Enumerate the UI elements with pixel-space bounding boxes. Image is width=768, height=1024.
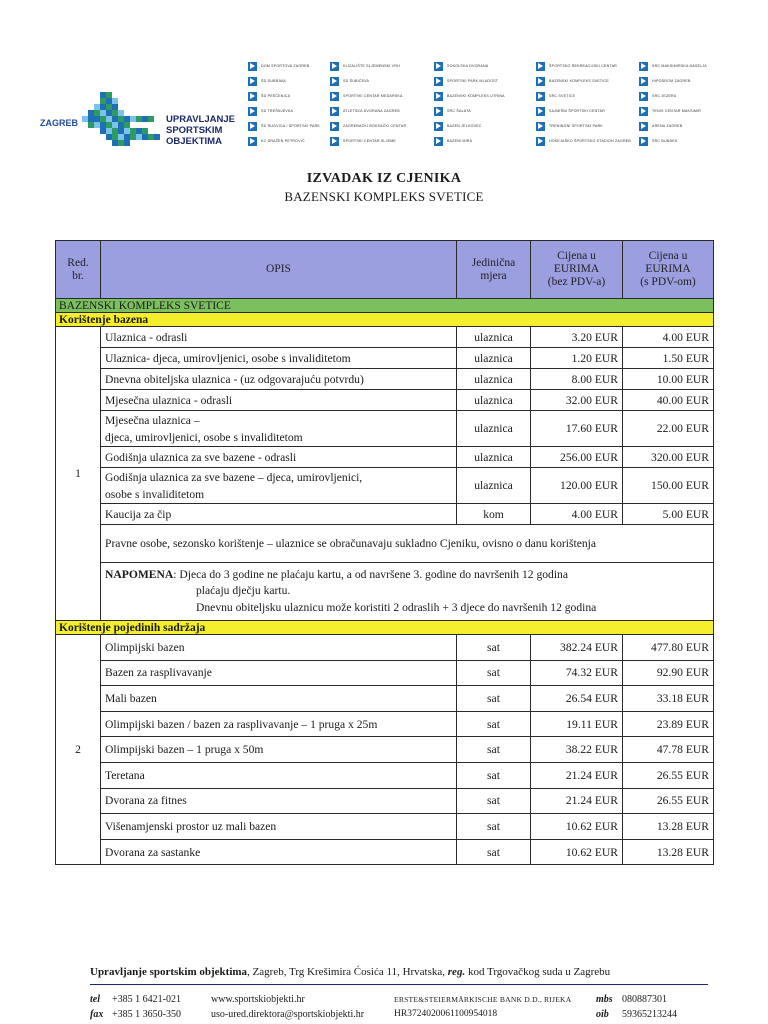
play-arrow-icon	[248, 62, 257, 71]
footer-address-text: , Zagreb, Trg Krešimira Ćosića 11, Hrvatska,	[247, 966, 448, 978]
facility-list	[248, 60, 728, 150]
play-arrow-icon	[330, 92, 339, 101]
row-unit: sat	[457, 660, 531, 686]
row-description	[101, 348, 457, 369]
row-unit: ulaznica	[457, 348, 531, 369]
facility-item[interactable]	[639, 135, 678, 147]
row-unit: sat	[457, 788, 531, 814]
row-unit: sat	[457, 814, 531, 840]
facility-item[interactable]	[330, 90, 403, 102]
note-label: NAPOMENA	[105, 567, 174, 581]
row-description-line: Višenamjenski prostor uz mali bazen	[105, 819, 277, 833]
facility-label: SRC JEZERA	[652, 94, 677, 98]
footer-ids	[596, 992, 677, 1022]
row-price-gross: 477.80 EUR	[623, 635, 714, 661]
play-arrow-icon	[434, 137, 443, 146]
facility-label: SRC ŠALATA	[447, 109, 471, 113]
footer-phones	[90, 992, 181, 1022]
facility-label: SPORTSKI PARK MLADOST	[447, 79, 499, 83]
facility-label: BAZENI MIRA	[447, 139, 473, 143]
facility-label: BAZENSKI KOMPLEKS SVETICE	[549, 79, 609, 83]
footer-divider	[90, 984, 708, 985]
row-price-gross: 13.28 EUR	[623, 839, 714, 865]
row-price-net: 19.11 EUR	[531, 711, 623, 737]
row-price-gross: 40.00 EUR	[623, 390, 714, 411]
facility-item[interactable]	[639, 60, 707, 72]
facility-item[interactable]	[434, 135, 472, 147]
table-row	[56, 711, 714, 737]
bank-iban: HR3724020061100954018	[394, 1009, 498, 1019]
row-unit: sat	[457, 686, 531, 712]
row-description-line: Dvorana za fitnes	[105, 794, 187, 808]
facility-label: SRC MAKSIMIRSKA NASELJA	[652, 64, 707, 68]
row-price-gross: 10.00 EUR	[623, 369, 714, 390]
facility-label: SPORTSKI CENTAR SLJEME	[343, 139, 396, 143]
facility-item[interactable]	[248, 60, 309, 72]
play-arrow-icon	[639, 107, 648, 116]
facility-label: KC DRAŽEN PETROVIĆ	[261, 139, 305, 143]
row-description-line: Godišnja ulaznica za sve bazene – djeca, umirovljenici,	[105, 470, 363, 484]
facility-item[interactable]	[330, 60, 400, 72]
facility-label: TENIS CENTAR MAKSIMIR	[652, 109, 702, 113]
table-row	[56, 686, 714, 712]
table-row	[56, 369, 714, 390]
email-link[interactable]: uso-ured.direktora@sportskiobjekti.hr	[211, 1009, 365, 1020]
play-arrow-icon	[434, 92, 443, 101]
play-arrow-icon	[536, 92, 545, 101]
row-description-line: Ulaznica- djeca, umirovljenici, osobe s invaliditetom	[105, 351, 351, 365]
row-number: 2	[56, 635, 101, 865]
facility-label: ŠD RUGVICA / SPORTSKI PARK	[261, 124, 320, 128]
footer-reg-text: kod Trgovačkog suda u Zagrebu	[465, 966, 611, 978]
facility-item[interactable]	[434, 105, 471, 117]
row-price-gross: 5.00 EUR	[623, 504, 714, 525]
facility-label: SD ŠUBIĆEVA	[343, 79, 370, 83]
facility-item[interactable]	[536, 135, 631, 147]
row-price-gross: 47.78 EUR	[623, 737, 714, 763]
row-price-net: 17.60 EUR	[531, 411, 623, 447]
row-description	[101, 447, 457, 468]
table-row	[56, 762, 714, 788]
facility-label: BAZEN JELKOVEC	[447, 124, 482, 128]
note-line: Dnevnu obiteljsku ulaznicu može koristiti 2 odraslih + 3 djece do navršenih 12 godina	[196, 600, 597, 614]
facility-item[interactable]	[248, 120, 320, 132]
facility-label: SD TREŠNJEVKA	[261, 109, 294, 113]
row-price-net: 382.24 EUR	[531, 635, 623, 661]
row-price-gross: 4.00 EUR	[623, 327, 714, 348]
row-description	[101, 411, 457, 447]
logo-mosaic-icon	[74, 92, 162, 148]
table-row	[56, 411, 714, 447]
facility-item[interactable]	[330, 105, 400, 117]
facility-label: SPORTSKI CENTAR MEDARSKA	[343, 94, 403, 98]
play-arrow-icon	[434, 62, 443, 71]
logo-city: ZAGREB	[40, 118, 78, 128]
row-unit: kom	[457, 504, 531, 525]
play-arrow-icon	[330, 62, 339, 71]
facility-item[interactable]	[536, 60, 617, 72]
row-description-line: Kaucija za čip	[105, 507, 172, 521]
facility-item[interactable]	[330, 120, 406, 132]
facility-item[interactable]	[536, 90, 575, 102]
play-arrow-icon	[248, 122, 257, 131]
facility-label: BAZENSKI KOMPLEKS UTRINA	[447, 94, 505, 98]
play-arrow-icon	[639, 122, 648, 131]
row-price-net: 120.00 EUR	[531, 468, 623, 504]
fax-value: +385 1 3650-350	[112, 1009, 181, 1020]
table-row	[56, 468, 714, 504]
mosaic-tile	[154, 134, 160, 140]
row-description	[101, 468, 457, 504]
row-price-gross: 26.55 EUR	[623, 762, 714, 788]
group-title-row	[56, 313, 714, 327]
play-arrow-icon	[434, 107, 443, 116]
row-number: 1	[56, 327, 101, 621]
row-unit: sat	[457, 635, 531, 661]
play-arrow-icon	[536, 122, 545, 131]
facility-label: TRENINGNI SPORTSKI PARK	[549, 124, 603, 128]
tel-label: tel	[90, 994, 100, 1005]
row-description-line: Mjesečna ulaznica - odrasli	[105, 393, 233, 407]
footer-address	[90, 966, 610, 978]
note-row	[56, 563, 714, 621]
play-arrow-icon	[248, 77, 257, 86]
play-arrow-icon	[330, 137, 339, 146]
price-table	[55, 240, 714, 865]
col-header-num: Red. br.	[56, 241, 101, 299]
row-description	[101, 711, 457, 737]
col-header-desc: OPIS	[101, 241, 457, 299]
group-title-row	[56, 621, 714, 635]
facility-label: ATLETSKA DVORANA ZAGREB	[343, 109, 400, 113]
note	[101, 563, 714, 621]
play-arrow-icon	[248, 137, 257, 146]
row-unit: sat	[457, 762, 531, 788]
row-price-net: 10.62 EUR	[531, 814, 623, 840]
table-row	[56, 447, 714, 468]
facility-label: ZAGREBAČKI BOKSAČKI CENTAR	[343, 124, 407, 128]
logo-org-line: SPORTSKIM	[166, 125, 223, 136]
facility-label: SRC BUNDEK	[652, 139, 678, 143]
row-unit: ulaznica	[457, 369, 531, 390]
facility-label: SOKOLSKA DVORANA	[447, 64, 489, 68]
facility-item[interactable]	[248, 75, 286, 87]
table-row	[56, 814, 714, 840]
fax-label: fax	[90, 1009, 104, 1020]
table-row	[56, 327, 714, 348]
row-description-line: Dnevna obiteljska ulaznica - (uz odgovarajuću potvrdu)	[105, 372, 364, 386]
page-title: IZVADAK IZ CJENIKA	[306, 171, 462, 186]
row-description-line: Olimpijski bazen – 1 pruga x 50m	[105, 743, 264, 757]
note-line: NAPOMENA: Djeca do 3 godine ne plaćaju kartu, a od navršene 3. godine do navršenih 12 godina	[105, 567, 569, 581]
row-description-line: djeca, umirovljenici, osobe s invaliditetom	[105, 430, 303, 444]
footer-org: Upravljanje sportskim objektima	[90, 966, 248, 978]
play-arrow-icon	[330, 107, 339, 116]
row-unit: ulaznica	[457, 447, 531, 468]
col-header-unit: Jedinična mjera	[457, 241, 531, 299]
row-price-net: 38.22 EUR	[531, 737, 623, 763]
row-unit: ulaznica	[457, 411, 531, 447]
facility-item[interactable]	[639, 105, 701, 117]
page-subtitle: BAZENSKI KOMPLEKS SVETICE	[284, 189, 484, 204]
play-arrow-icon	[536, 107, 545, 116]
row-description-line: Teretana	[105, 768, 145, 782]
facility-item[interactable]	[536, 105, 605, 117]
row-description	[101, 737, 457, 763]
col-header-price-gross: Cijena u EURIMA (s PDV-om)	[623, 241, 714, 299]
facility-label: ŠD PEŠČENICA	[261, 94, 291, 98]
facility-label: KLIZALIŠTE SLJEMENSKI VRH	[343, 64, 400, 68]
mosaic-tile	[148, 116, 154, 122]
facility-label: SRC SVETICE	[549, 94, 576, 98]
row-description	[101, 686, 457, 712]
group-title: Korištenje pojedinih sadržaja	[56, 621, 714, 635]
footer-bank	[394, 992, 571, 1022]
row-price-net: 3.20 EUR	[531, 327, 623, 348]
facility-item[interactable]	[639, 90, 676, 102]
row-description-line: Mali bazen	[105, 691, 157, 705]
facility-item[interactable]	[330, 75, 369, 87]
mbs-value: 080887301	[622, 994, 667, 1005]
footer-reg-label: reg.	[447, 966, 466, 978]
note-line: plaćaju dječju kartu.	[196, 584, 291, 598]
tel-value: +385 1 6421-021	[112, 994, 181, 1005]
facility-label: ŠPORTSKO REKREACIJSKI CENTAR	[549, 64, 617, 68]
facility-label: ARENA ZAGREB	[652, 124, 683, 128]
col-header-price-net: Cijena u EURIMA (bez PDV-a)	[531, 241, 623, 299]
table-row	[56, 348, 714, 369]
facility-label: SAJMIŠNI ŠPORTSKI CENTAR	[549, 109, 605, 113]
play-arrow-icon	[434, 77, 443, 86]
row-description	[101, 369, 457, 390]
table-row	[56, 504, 714, 525]
facility-item[interactable]	[434, 120, 482, 132]
row-description	[101, 839, 457, 865]
group-title: Korištenje bazena	[56, 313, 714, 327]
row-unit: ulaznica	[457, 390, 531, 411]
footer-web	[211, 992, 364, 1022]
row-unit: sat	[457, 737, 531, 763]
row-unit: ulaznica	[457, 468, 531, 504]
facility-item[interactable]	[536, 120, 603, 132]
play-arrow-icon	[536, 62, 545, 71]
row-price-net: 8.00 EUR	[531, 369, 623, 390]
legal-note: Pravne osobe, sezonsko korištenje – ulaznice se obračunavaju sukladno Cjeniku, ovisno o danu korištenja	[101, 525, 714, 563]
play-arrow-icon	[639, 62, 648, 71]
section-title: BAZENSKI KOMPLEKS SVETICE	[56, 299, 714, 313]
row-unit: sat	[457, 711, 531, 737]
row-description-line: Godišnja ulaznica za sve bazene - odrasli	[105, 450, 297, 464]
bank-name: ERSTE&STEIERMÄRKISCHE BANK D.D., RIJEKA	[394, 995, 572, 1004]
facility-item[interactable]	[330, 135, 396, 147]
table-row	[56, 788, 714, 814]
facility-item[interactable]	[248, 90, 290, 102]
play-arrow-icon	[330, 122, 339, 131]
table-row	[56, 660, 714, 686]
row-price-gross: 150.00 EUR	[623, 468, 714, 504]
row-price-net: 21.24 EUR	[531, 788, 623, 814]
facility-label: HIPODROM ZAGREB	[652, 79, 691, 83]
facility-item[interactable]	[434, 75, 498, 87]
play-arrow-icon	[639, 137, 648, 146]
row-description	[101, 788, 457, 814]
row-description-line: osobe s invaliditetom	[105, 487, 205, 501]
facility-item[interactable]	[248, 135, 305, 147]
row-price-gross: 13.28 EUR	[623, 814, 714, 840]
row-description	[101, 635, 457, 661]
row-description	[101, 660, 457, 686]
row-price-gross: 1.50 EUR	[623, 348, 714, 369]
logo-org	[166, 114, 235, 147]
row-description	[101, 762, 457, 788]
legal-note-row	[56, 525, 714, 563]
facility-item[interactable]	[248, 105, 293, 117]
row-price-net: 26.54 EUR	[531, 686, 623, 712]
row-unit: ulaznica	[457, 327, 531, 348]
row-price-net: 4.00 EUR	[531, 504, 623, 525]
row-price-gross: 26.55 EUR	[623, 788, 714, 814]
section-row	[56, 299, 714, 313]
row-price-gross: 92.90 EUR	[623, 660, 714, 686]
oib-label: oib	[596, 1009, 609, 1020]
row-price-net: 21.24 EUR	[531, 762, 623, 788]
row-description	[101, 390, 457, 411]
facility-label: DOM SPORTOVA ZAGREB	[261, 64, 310, 68]
table-row	[56, 839, 714, 865]
row-description-line: Ulaznica - odrasli	[105, 330, 188, 344]
facility-label: HOKEJAŠKO ŠPORTSKO STADION ZAGREB	[549, 139, 631, 143]
note-text: Djeca do 3 godine ne plaćaju kartu, a od navršene 3. godine do navršenih 12 godina	[179, 567, 569, 581]
row-description	[101, 814, 457, 840]
facility-item[interactable]	[434, 60, 488, 72]
play-arrow-icon	[248, 92, 257, 101]
facility-item[interactable]	[639, 75, 691, 87]
row-description	[101, 504, 457, 525]
logo-org-line: UPRAVLJANJE	[166, 114, 235, 125]
oib-value: 59365213244	[622, 1009, 677, 1020]
row-unit: sat	[457, 839, 531, 865]
row-price-gross: 23.89 EUR	[623, 711, 714, 737]
row-price-net: 74.32 EUR	[531, 660, 623, 686]
facility-item[interactable]	[434, 90, 505, 102]
mbs-label: mbs	[596, 994, 613, 1005]
logo	[40, 90, 240, 150]
row-description-line: Olimpijski bazen / bazen za rasplivavanje – 1 pruga x 25m	[105, 717, 378, 731]
row-price-net: 10.62 EUR	[531, 839, 623, 865]
row-price-net: 1.20 EUR	[531, 348, 623, 369]
facility-item[interactable]	[639, 120, 682, 132]
logo-org-line: OBJEKTIMA	[166, 136, 222, 147]
row-description-line: Dvorana za sastanke	[105, 845, 201, 859]
website-link[interactable]: www.sportskiobjekti.hr	[211, 994, 305, 1005]
row-description-line: Bazen za rasplivavanje	[105, 666, 212, 680]
row-price-net: 32.00 EUR	[531, 390, 623, 411]
play-arrow-icon	[536, 137, 545, 146]
table-row	[56, 635, 714, 661]
row-description-line: Mjesečna ulaznica –	[105, 413, 200, 427]
row-price-gross: 33.18 EUR	[623, 686, 714, 712]
play-arrow-icon	[434, 122, 443, 131]
row-price-gross: 22.00 EUR	[623, 411, 714, 447]
play-arrow-icon	[248, 107, 257, 116]
facility-label: ŠD DUBRAVA	[261, 79, 286, 83]
play-arrow-icon	[330, 77, 339, 86]
row-price-net: 256.00 EUR	[531, 447, 623, 468]
row-description	[101, 327, 457, 348]
play-arrow-icon	[639, 77, 648, 86]
table-row	[56, 737, 714, 763]
play-arrow-icon	[536, 77, 545, 86]
play-arrow-icon	[639, 92, 648, 101]
row-price-gross: 320.00 EUR	[623, 447, 714, 468]
facility-item[interactable]	[536, 75, 609, 87]
row-description-line: Olimpijski bazen	[105, 640, 185, 654]
mosaic-tile	[124, 140, 130, 146]
table-row	[56, 390, 714, 411]
